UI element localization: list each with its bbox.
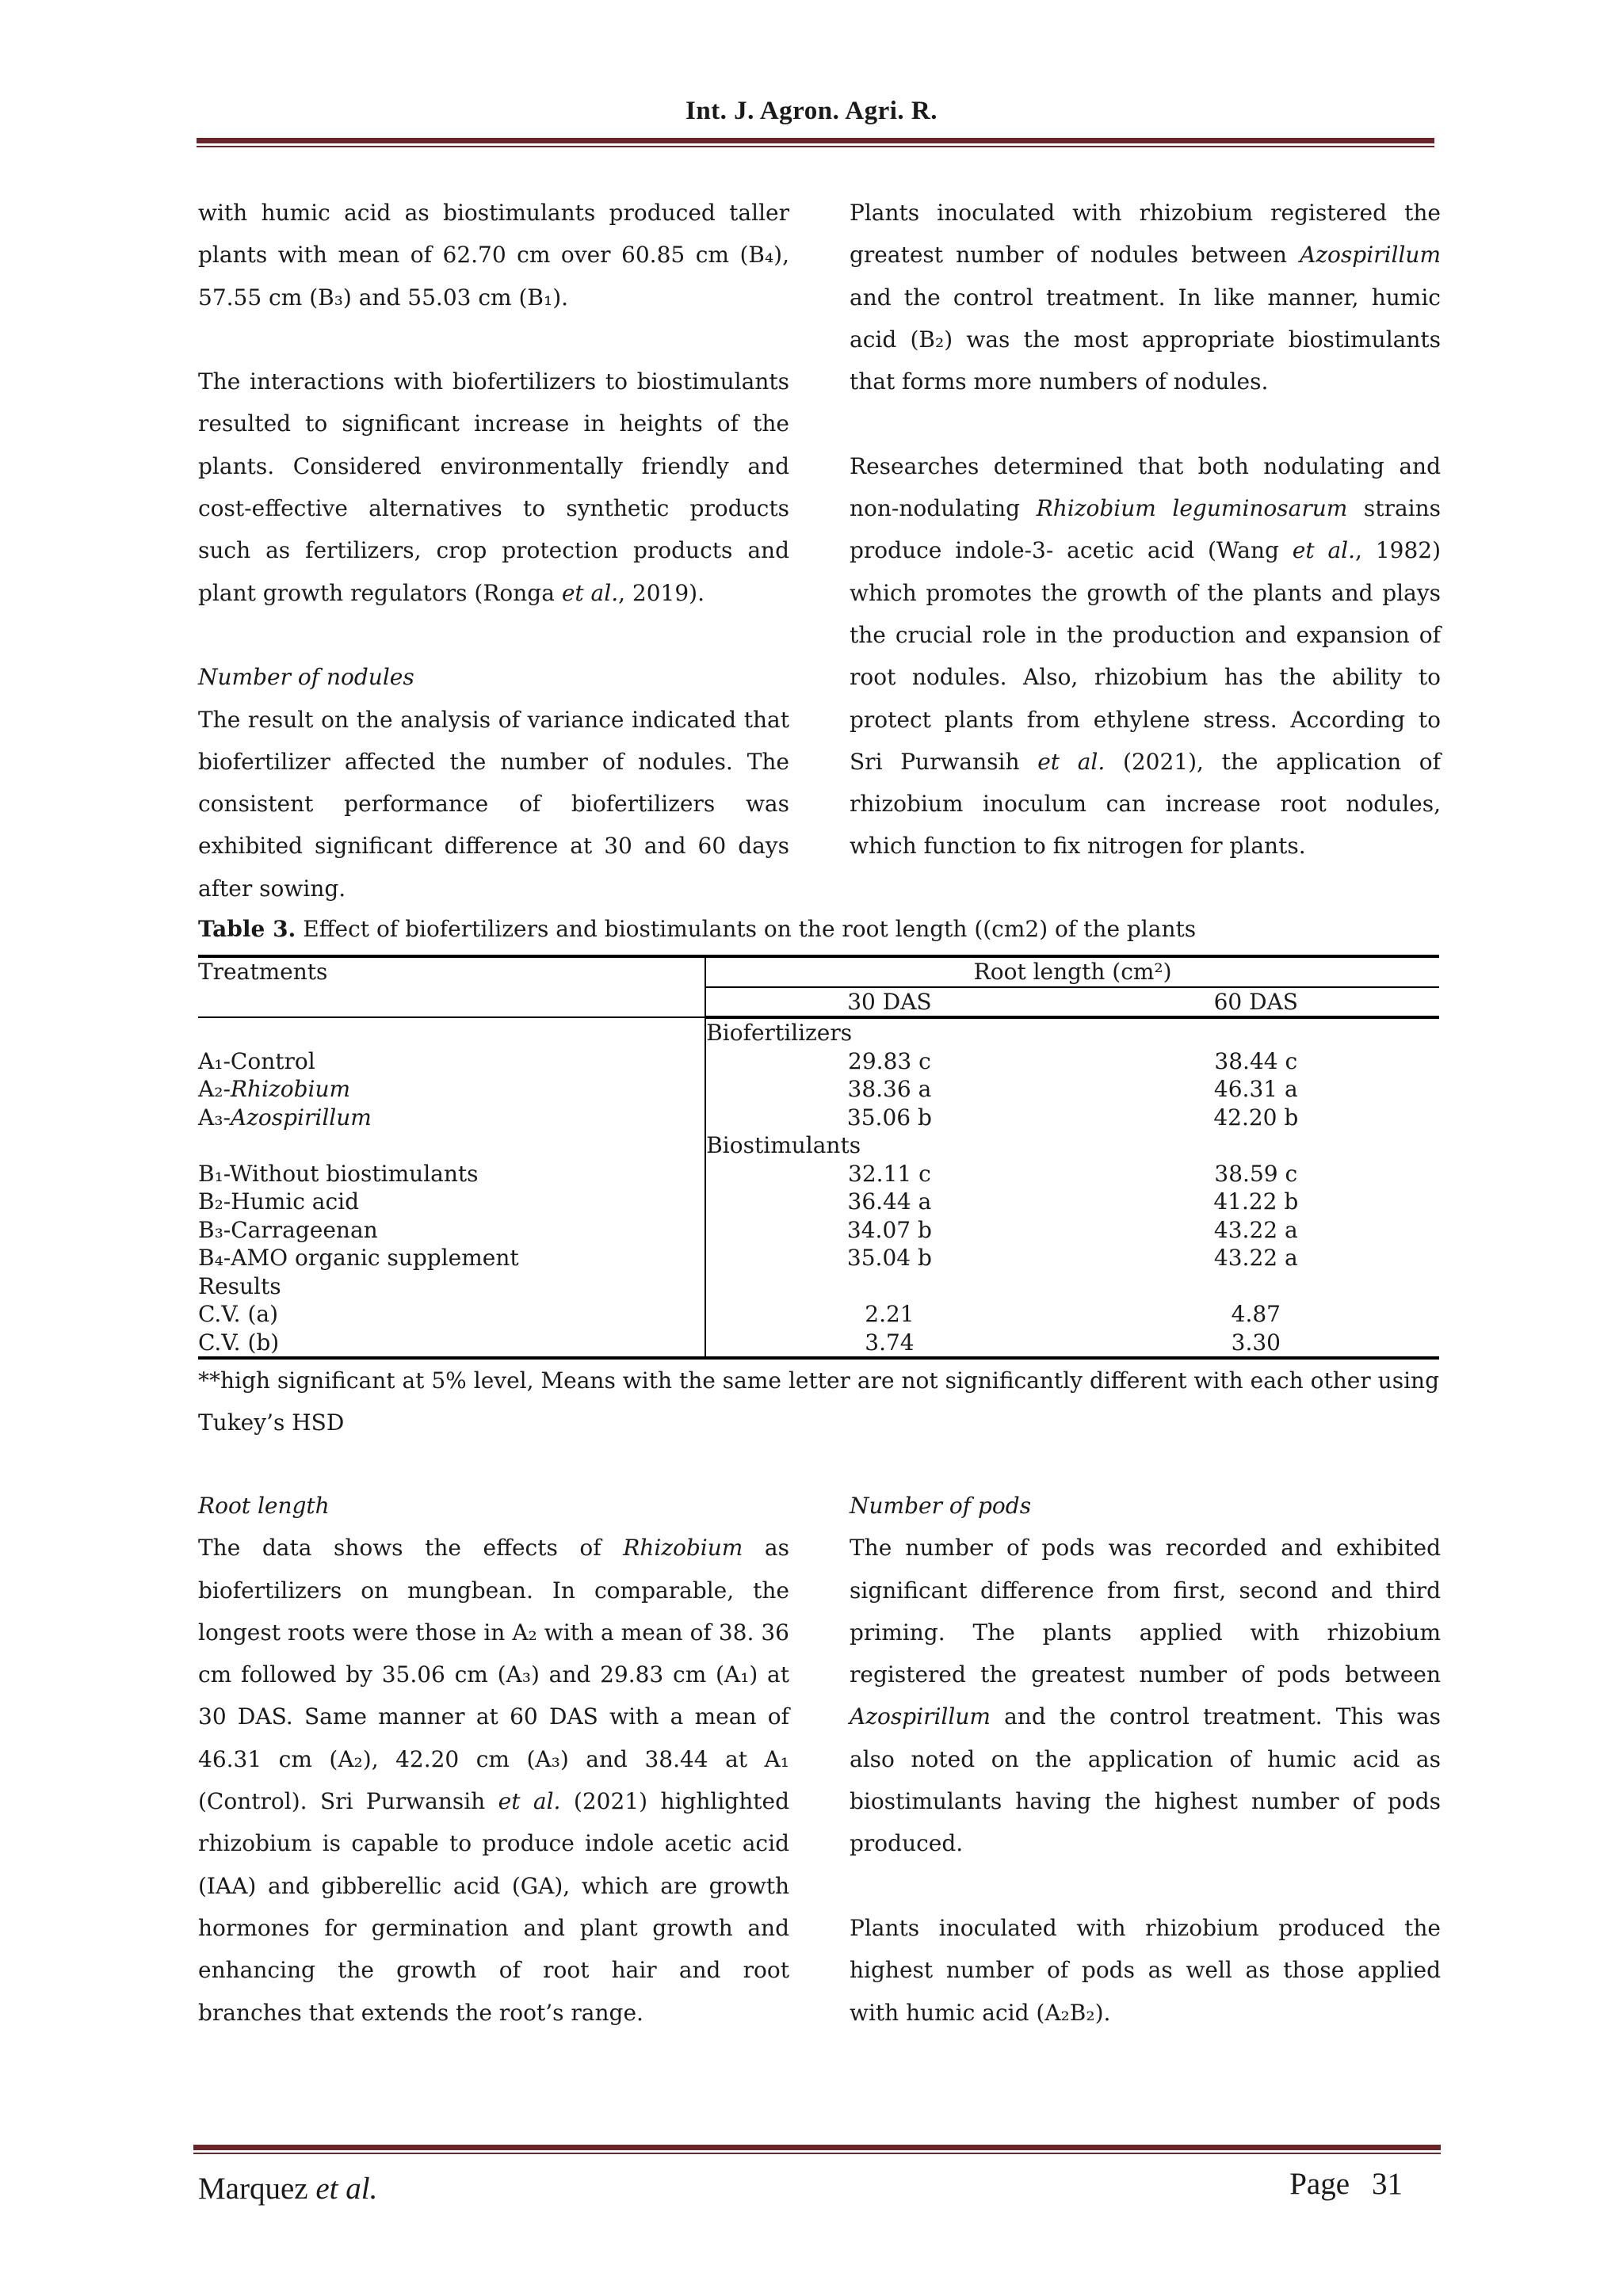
group-biostimulants: Biostimulants — [705, 1131, 1439, 1160]
table-row: C.V. (b) 3.74 3.30 — [198, 1329, 1439, 1359]
top-right-column — [850, 192, 1441, 868]
footer-rule-thin — [193, 2153, 1441, 2154]
footer-rule-thick — [193, 2145, 1441, 2150]
header-30-das: 30 DAS — [705, 987, 1072, 1018]
paragraph: Plants inoculated with rhizobium registered the greatest number of nodules between Azospirillum and the control treatment. In like manner, humic acid (B₂) was the most appropriate biostimulants that forms more numbers of nodules. — [850, 200, 1441, 395]
section-heading-nodules: Number of nodules — [198, 664, 414, 691]
page-number: 31 — [1372, 2167, 1403, 2201]
journal-title: Int. J. Agron. Agri. R. — [685, 97, 938, 125]
paragraph: Researches determined that both nodulating and non-nodulating Rhizobium leguminosarum strains produce indole-3- acetic acid (Wang et al., 1982) which promotes the growth of the plants and plays the crucial role in the production and expansion of root nodules. Also, rhizobium has the ability to protect plants from ethylene stress. According to Sri Purwansih et al. (2021), the application of rhizobium inoculum can increase root nodules, which function to fix nitrogen for plants. — [850, 452, 1442, 860]
header-rule-thick — [197, 138, 1434, 143]
header-rule-thin — [197, 146, 1434, 147]
table-row: B₂-Humic acid 36.44 a 41.22 b — [198, 1188, 1299, 1215]
page-footer — [198, 2167, 1403, 2206]
table-row: B₁-Without biostimulants 32.11 c 38.59 c — [198, 1160, 1298, 1187]
paragraph: The number of pods was recorded and exhibited significant difference from first, second and third priming. The plants applied with rhizobium registered the greatest number of pods between Azospirillum and the control treatment. This was also noted on the application of humic acid as biostimulants having the highest number of pods produced. — [850, 1535, 1441, 1857]
top-left-column — [198, 192, 789, 910]
table-caption: Table 3. Effect of biofertilizers and biostimulants on the root length ((cm2) of the plants — [198, 916, 1197, 942]
table-row: B₄-AMO organic supplement 35.04 b 43.22 a — [198, 1245, 1298, 1271]
table-row: A₁-Control 29.83 c 38.44 c — [198, 1047, 1298, 1074]
paragraph: The data shows the effects of Rhizobium as biofertilizers on mungbean. In comparable, the longest roots were those in A₂ with a mean of 38. 36 cm followed by 35.06 cm (A₃) and 29.83 cm (A₁) at 30 DAS. Same manner at 60 DAS with a mean of 46.31 cm (A₂), 42.20 cm (A₃) and 38.44 at A₁ (Control). Sri Purwansih et al. (2021) highlighted rhizobium is capable to produce indole acetic acid (IAA) and gibberellic acid (GA), which are growth hormones for germination and plant growth and enhancing the growth of root hair and root branches that extends the root’s range. — [198, 1535, 790, 2026]
group-biofertilizers: Biofertilizers — [705, 1017, 1439, 1047]
results-label: Results — [198, 1272, 281, 1299]
bottom-left-column — [198, 1485, 789, 2034]
paragraph: Plants inoculated with rhizobium produced the highest number of pods as well as those applied with humic acid (A₂B₂). — [850, 1914, 1441, 2026]
table-row: C.V. (a) 2.21 4.87 — [198, 1301, 1281, 1327]
header-treatments: Treatments — [198, 956, 705, 1017]
table-footnote: **high significant at 5% level, Means with the same letter are not significantly different with each other using Tukey’s HSD — [198, 1367, 1439, 1436]
paragraph: with humic acid as biostimulants produced taller plants with mean of 62.70 cm over 60.85 cm (B₄), 57.55 cm (B₃) and 55.03 cm (B₁). — [198, 200, 789, 311]
header-60-das: 60 DAS — [1073, 987, 1439, 1018]
table-row: A₃-Azospirillum 35.06 b 42.20 b — [198, 1104, 1299, 1131]
paragraph: The interactions with biofertilizers to biostimulants resulted to significant increase in heights of the plants. Considered environmentally friendly and cost-effective alternatives to synthetic products such as fertilizers, crop protection products and plant growth regulators (Ronga et al., 2019). — [198, 368, 789, 606]
header-root-length: Root length (cm²) — [705, 956, 1439, 987]
section-heading-pods: Number of pods — [850, 1493, 1032, 1519]
section-heading-root-length: Root length — [198, 1493, 330, 1519]
footer-page: Page 31 — [1289, 2167, 1403, 2201]
paragraph: The result on the analysis of variance indicated that biofertilizer affected the number of nodules. The consistent performance of biofertilizers was exhibited significant difference at 30 and 60 days after sowing. — [198, 706, 789, 902]
table-row: B₃-Carrageenan 34.07 b 43.22 a — [198, 1216, 1298, 1243]
bottom-right-column — [850, 1485, 1441, 2034]
table-row: A₂-Rhizobium 38.36 a 46.31 a — [198, 1076, 1298, 1102]
root-length-table — [198, 955, 1439, 1360]
footer-author: Marquez et al. — [198, 2172, 378, 2206]
